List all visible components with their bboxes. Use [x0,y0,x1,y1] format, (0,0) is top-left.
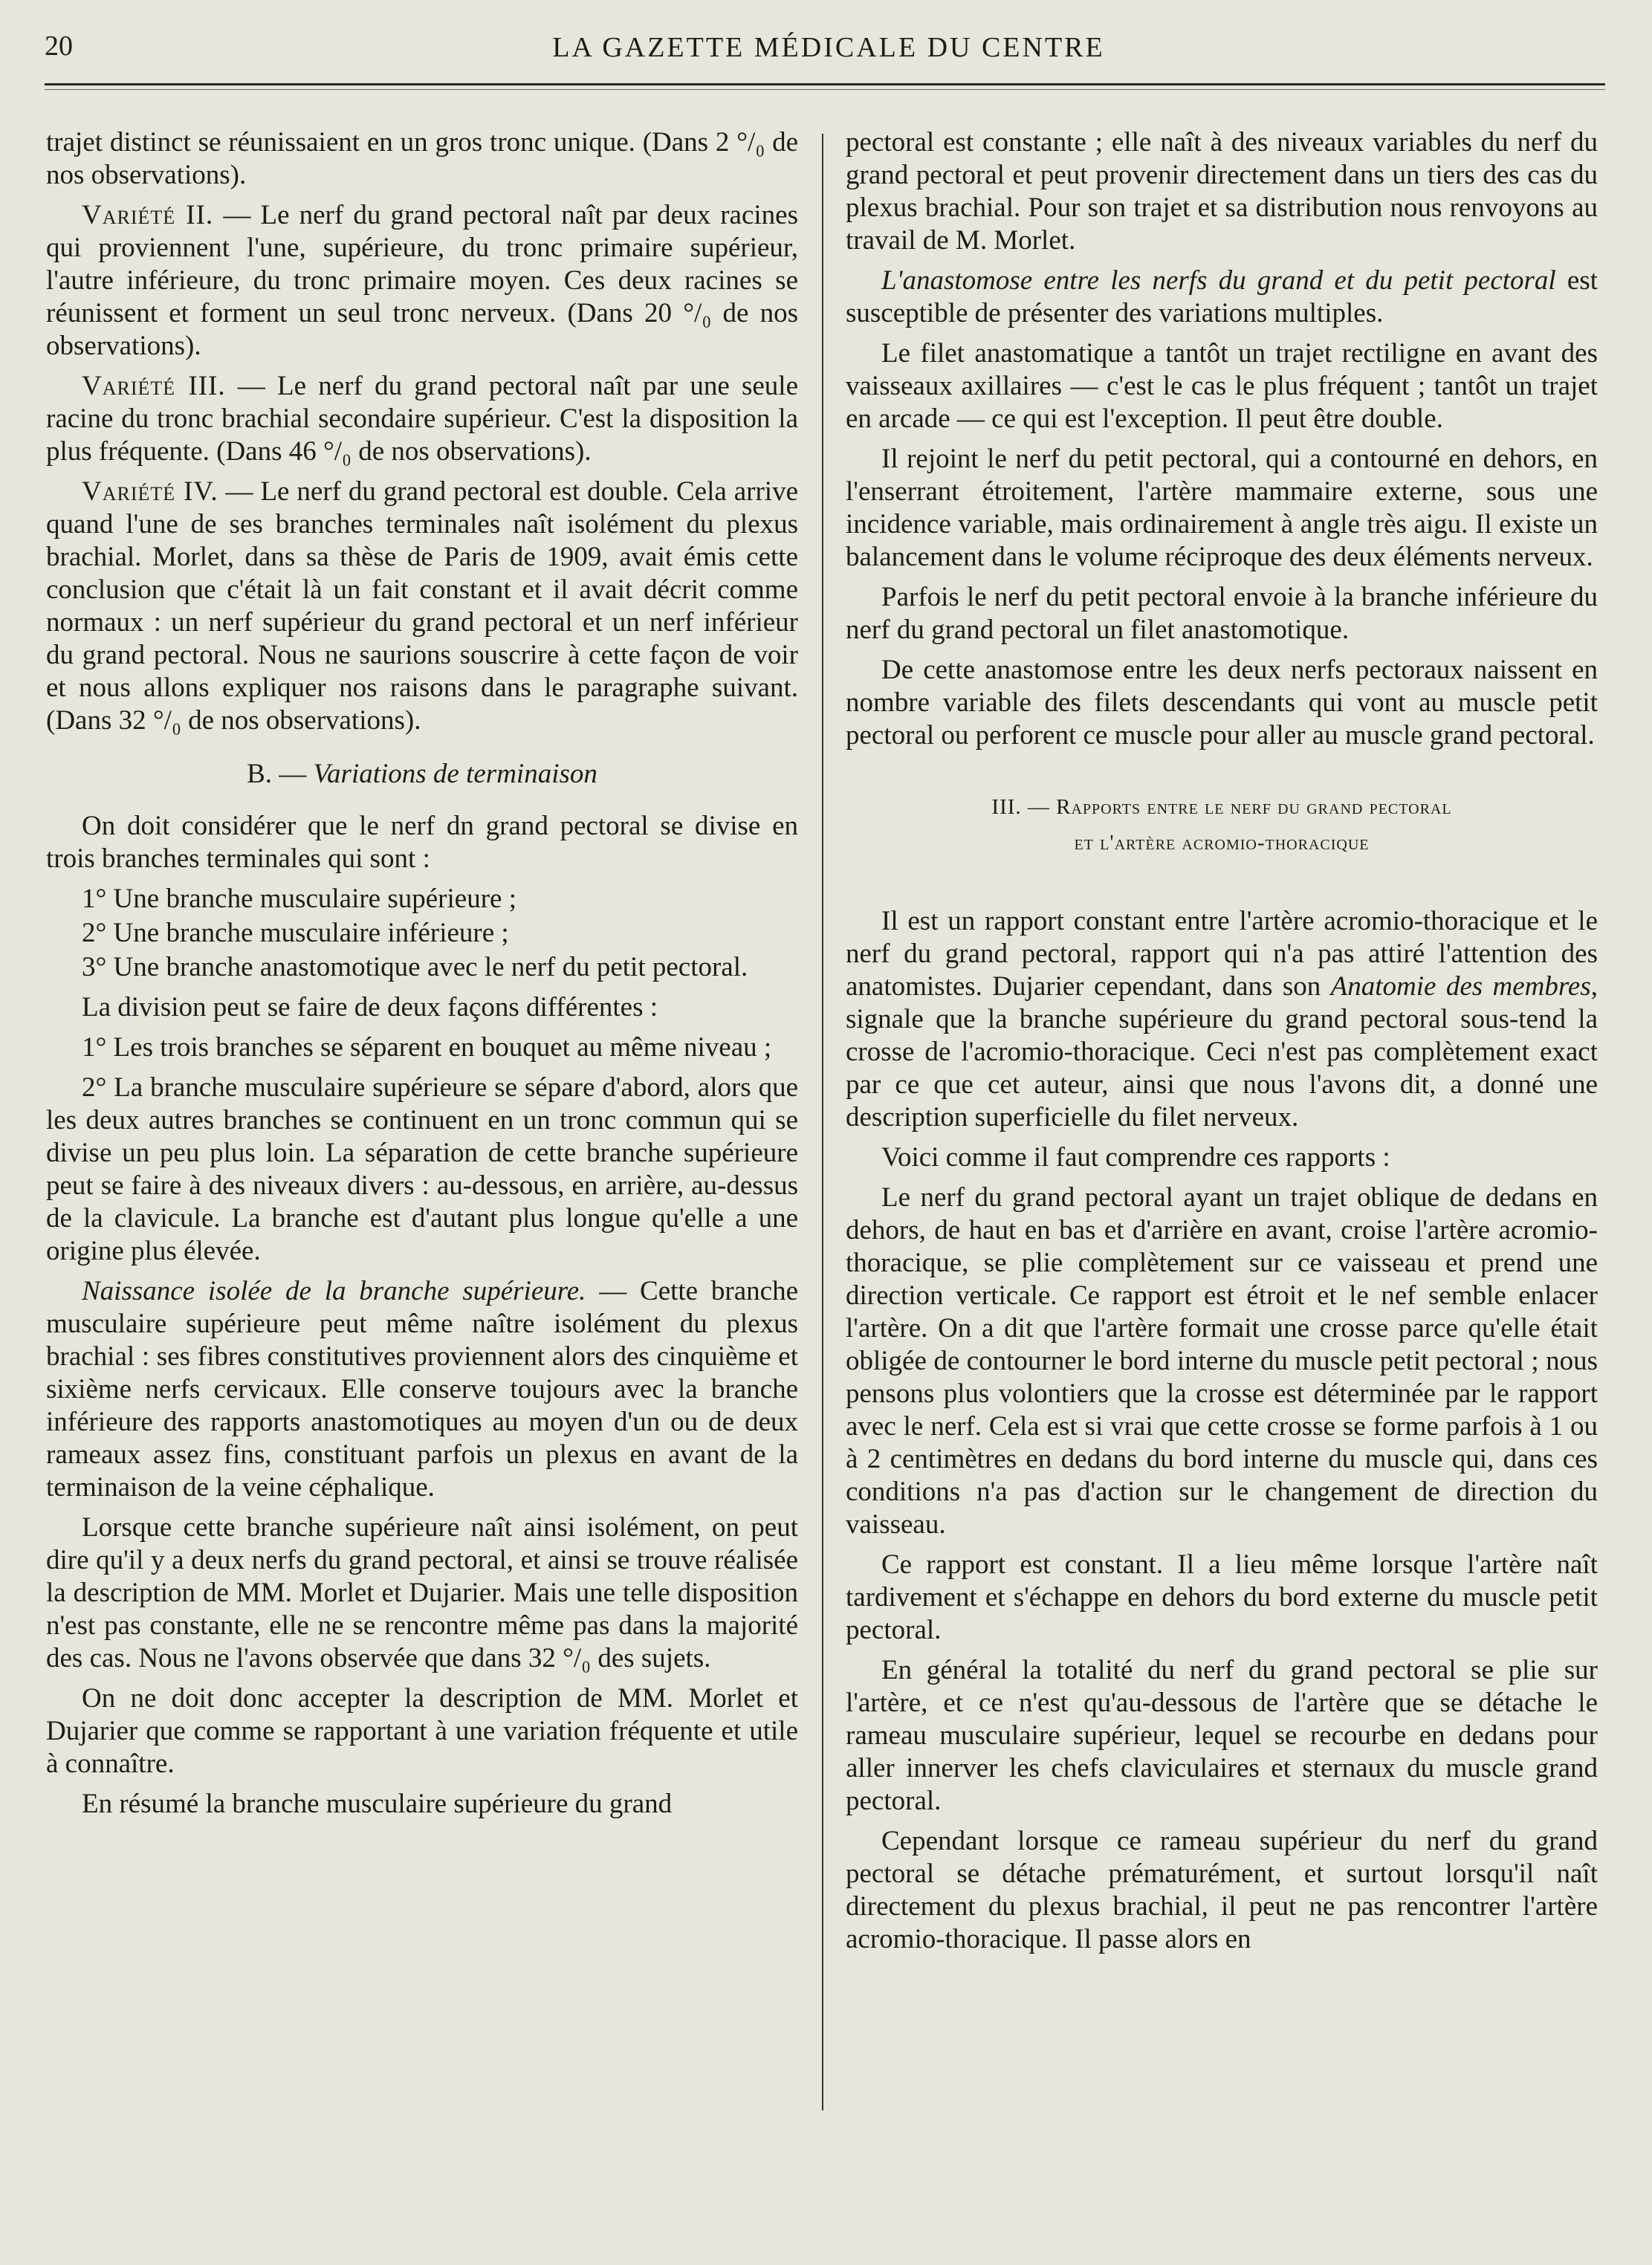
paragraph-naissance [46,1275,798,1504]
variete-label: Variété II. [82,200,214,230]
section-heading-3 [846,789,1598,861]
column-divider [822,134,823,2110]
section-heading-b [46,758,798,791]
paragraph-text: — Le nerf du grand pectoral naît par deux racines qui proviennent l'une, supérieure, du tronc primaire supérieur, l'autre inférieure, du tronc primaire moyen. Ces deux racines se réunissent et forment un seul tronc nerveux. (Dans 20 °/₀ de nos observations). [46,200,798,361]
paragraph: Cependant lorsque ce rameau supérieur du nerf du grand pectoral se détache prématurément, et surtout lorsqu'il naît directement du plexus brachial, il peut ne pas rencontrer l'artère acromio-thoracique. Il passe alors en [846,1826,1598,1954]
paragraph-text: , signale que la branche supérieure du grand pectoral sous-tend la crosse de l'acromio-thoracique. Ceci n'est pas complètement exact par ce que cet auteur, ainsi que nous l'avons dit, a donné une description superficielle du filet nerveux. [846,971,1598,1132]
paragraph: La division peut se faire de deux façons différentes : [82,992,658,1023]
paragraph-variete-2 [46,199,798,363]
section-heading-line: et l'artère acromio-thoracique [1074,831,1370,855]
page-header [45,30,1613,74]
journal-title: LA GAZETTE MÉDICALE DU CENTRE [552,32,1105,63]
right-column [846,126,1598,1963]
paragraph: Lorsque cette branche supérieure naît ainsi isolément, on peut dire qu'il y a deux nerfs du grand pectoral, et ainsi se trouve réalisée la description de MM. Morlet et Dujarier. Mais une telle disposition n'est pas constante, elle ne se rencontre même pas dans la majorité des cas. Nous ne l'avons observée que dans 32 °/₀ des sujets. [46,1512,798,1673]
paragraph-anastomose [846,265,1598,330]
list-item: 2° Une branche musculaire inférieure ; [82,918,509,948]
paragraph: Le filet anastomatique a tantôt un trajet rectiligne en avant des vaisseaux axillaires — c'est le cas le plus fréquent ; tantôt un trajet en arcade — ce qui est l'exception. Il peut être double. [846,338,1598,434]
paragraph: De cette anastomose entre les deux nerfs pectoraux naissent en nombre variable des filets descendants qui vont au muscle petit pectoral ou perforent ce muscle pour aller au muscle grand pectoral. [846,655,1598,751]
paragraph-variete-4 [46,476,798,737]
paragraph: pectoral est constante ; elle naît à des niveaux variables du nerf du grand pectoral et peut provenir directement dans un tiers des cas du plexus brachial. Pour son trajet et sa distribution nous renvoyons au travail de M. Morlet. [846,127,1598,256]
section-title: Variations de terminaison [313,759,597,789]
paragraph: Ce rapport est constant. Il a lieu même lorsque l'artère naît tardivement et s'échappe en dehors du bord externe du muscle petit pectoral. [846,1549,1598,1645]
header-rule [45,83,1605,85]
page-number: 20 [45,30,73,62]
list-item: 1° Les trois branches se séparent en bouquet au même niveau ; [82,1032,772,1063]
paragraph: En résumé la branche musculaire supérieure du grand [82,1789,673,1819]
section-heading-line: III. — Rapports entre le nerf du grand pectoral [991,795,1452,819]
paragraph-text: — Le nerf du grand pectoral est double. Cela arrive quand l'une de ses branches terminales naît isolément du plexus brachial. Morlet, dans sa thèse de Paris de 1909, avait émis cette conclusion que c'était là un fait constant et il avait décrit comme normaux : un nerf supérieur du grand pectoral et un nerf inférieur du grand pectoral. Nous ne saurions souscrire à cette façon de voir et nous allons expliquer nos raisons dans le paragraphe suivant. (Dans 32 °/₀ de nos observations). [46,476,798,736]
paragraph: trajet distinct se réunissaient en un gros tronc unique. (Dans 2 °/₀ de nos observations). [46,127,798,190]
list-item: 3° Une branche anastomotique avec le nerf du petit pectoral. [82,952,748,982]
paragraph-text: — Cette branche musculaire supérieure peut même naître isolément du plexus brachial : ses fibres constitutives proviennent alors des cinquième et sixième nerfs cervicaux. Elle conserve toujours avec la branche inférieure des rapports anastomotiques au moyen d'un ou de deux rameaux assez fins, constituant parfois un plexus en avant de la terminaison de la veine céphalique. [46,1276,798,1503]
paragraph: Le nerf du grand pectoral ayant un trajet oblique de dedans en dehors, de haut en bas et d'arrière en avant, croise l'artère acromio-thoracique, se plie complètement sur ce vaisseau et prend une direction verticale. Ce rapport est étroit et le nef semble enlacer l'artère. On a dit que l'artère formait une crosse parce qu'elle était obligée de contourner le bord interne du muscle petit pectoral ; nous pensons plus volontiers que la crosse est déterminée par le rapport avec le nerf. Cela est si vrai que cette crosse se forme parfois à 1 ou à 2 centimètres en dedans du bord interne du muscle qui, dans ces conditions n'a pas d'action sur le changement de direction du vaisseau. [846,1182,1598,1540]
paragraph-text: Il est un rapport constant entre l'artère acromio-thoracique et le nerf du grand pectoral, rapport qui n'a pas attiré l'attention des anatomistes. Dujarier cependant, dans son [846,906,1598,1002]
variete-label: Variété IV. [82,476,218,507]
section-number: B. — [247,759,314,789]
paragraph: Il rejoint le nerf du petit pectoral, qui a contourné en dehors, en l'enserrant étroitement, l'artère mammaire externe, sous une incidence variable, mais ordinairement à angle très aigu. Il existe un balancement dans le volume réciproque des deux éléments nerveux. [846,444,1598,572]
paragraph: On doit considérer que le nerf dn grand pectoral se divise en trois branches terminales qui sont : [46,811,798,874]
variete-label: Variété III. [82,371,226,401]
paragraph: En général la totalité du nerf du grand pectoral se plie sur l'artère, et ce n'est qu'au-dessous de l'artère que se détache le rameau musculaire supérieur, lequel se recourbe en dedans pour aller innerver les chefs claviculaires et sternaux du muscle grand pectoral. [846,1655,1598,1816]
list-item: 1° Une branche musculaire supérieure ; [82,884,516,914]
book-title: Anatomie des membres [1330,971,1591,1002]
paragraph-variete-3 [46,370,798,468]
paragraph-text: est susceptible de présenter des variations multiples. [846,265,1598,328]
paragraph: On ne doit donc accepter la description de MM. Morlet et Dujarier que comme se rapportant à une variation fréquente et utile à connaître. [46,1683,798,1779]
left-column [46,126,798,1828]
paragraph-rapport [846,905,1598,1134]
header-rule-thin [45,89,1605,90]
subheading: L'anastomose entre les nerfs du grand et du petit pectoral [881,265,1556,296]
list-item: 2° La branche musculaire supérieure se sépare d'abord, alors que les deux autres branches se continuent en un tronc commun qui se divise un peu plus loin. La séparation de cette branche supérieure peut se faire à des niveaux divers : au-dessous, en arrière, au-dessus de la clavicule. La branche est d'autant plus longue qu'elle a une origine plus élevée. [46,1072,798,1266]
subheading: Naissance isolée de la branche supérieure. [82,1276,586,1306]
paragraph-text: — Le nerf du grand pectoral naît par une seule racine du tronc brachial secondaire supérieur. C'est la disposition la plus fréquente. (Dans 46 °/₀ de nos observations). [46,371,799,467]
paragraph: Parfois le nerf du petit pectoral envoie à la branche inférieure du nerf du grand pectoral un filet anastomotique. [846,582,1598,645]
paragraph: Voici comme il faut comprendre ces rapports : [881,1142,1390,1173]
